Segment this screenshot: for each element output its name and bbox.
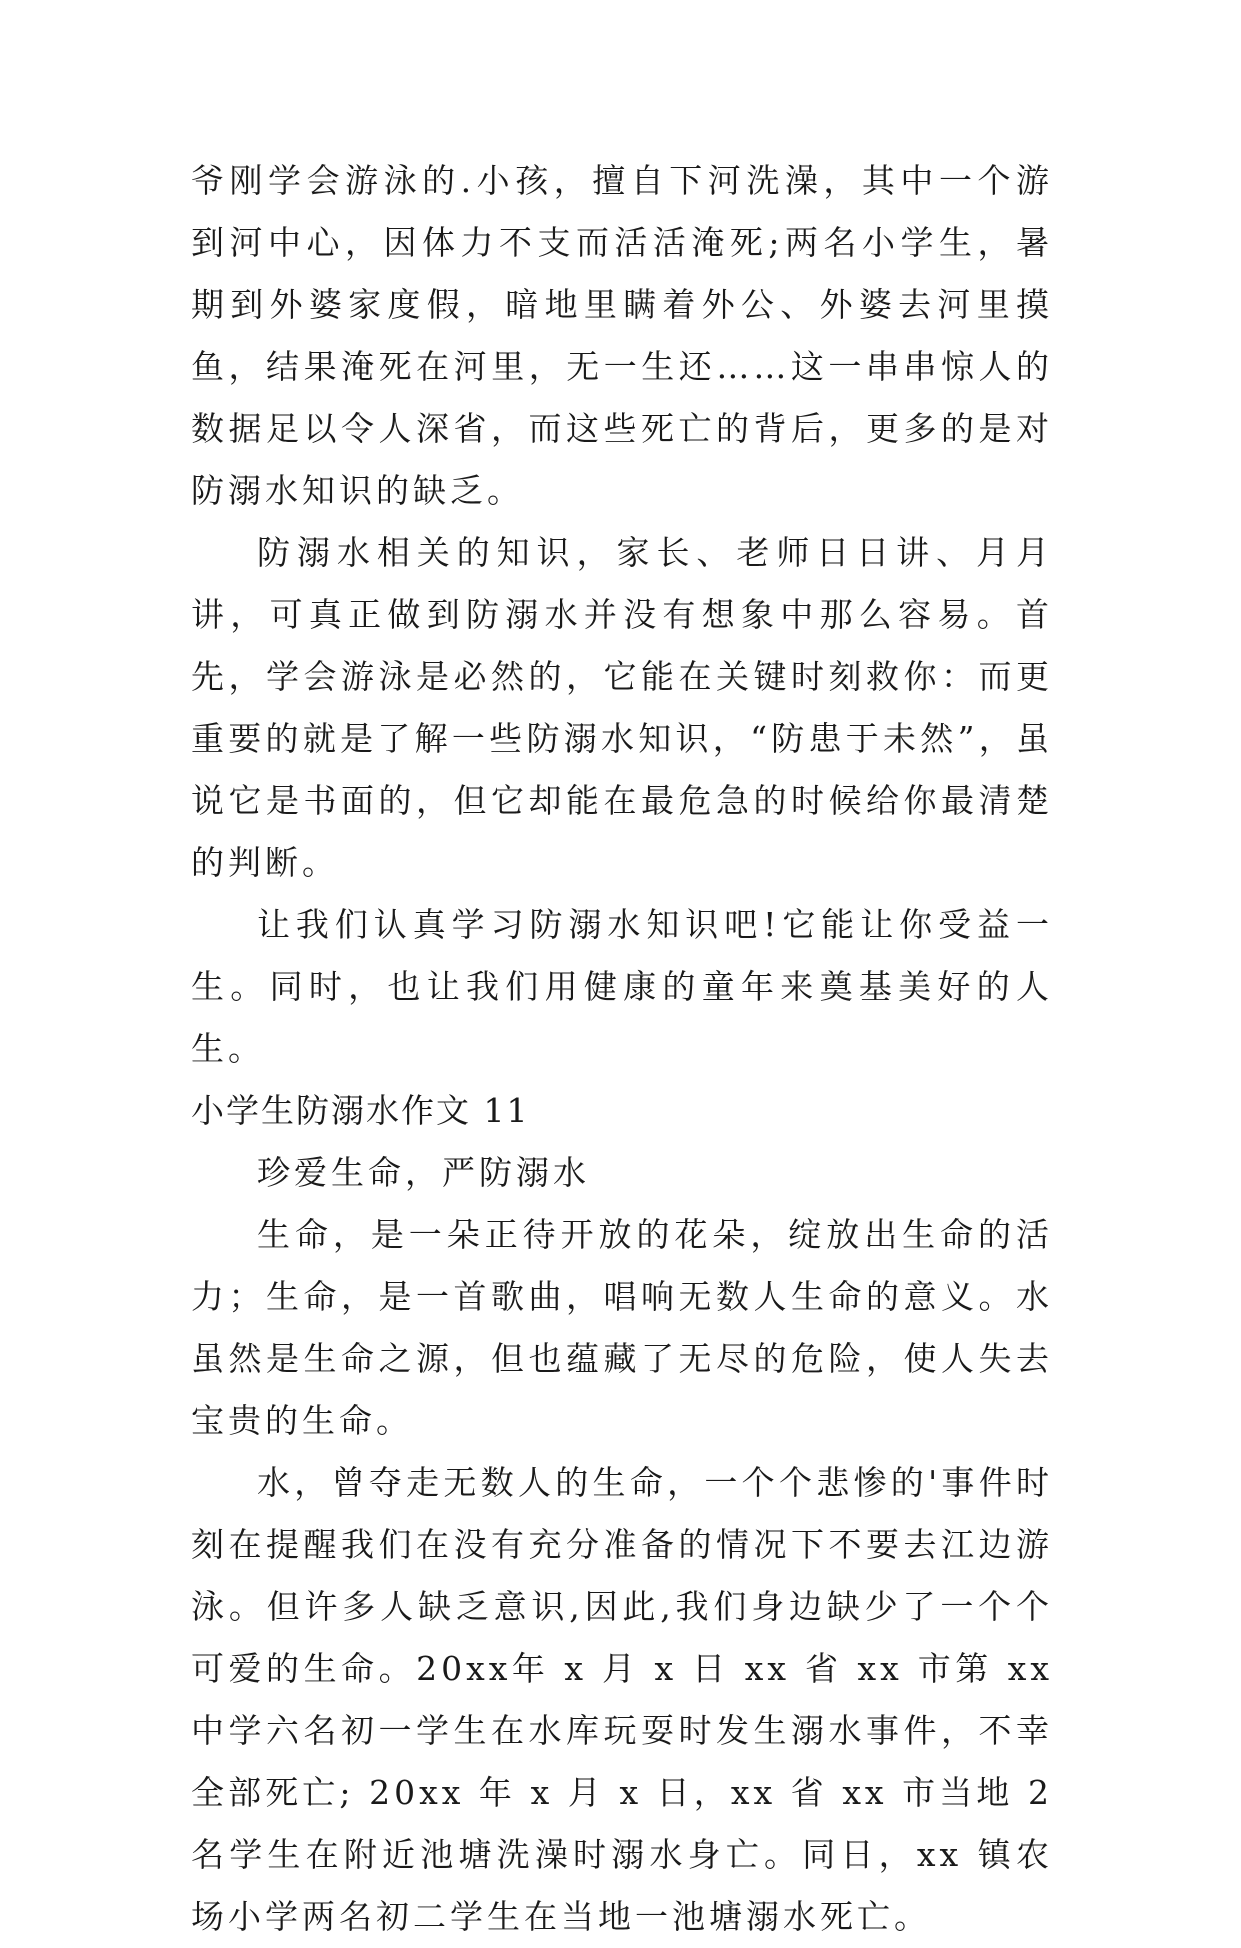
paragraph-continuation: 爷刚学会游泳的.小孩，擅自下河洗澡，其中一个游到河中心，因体力不支而活活淹死;两名小学生，暑期到外婆家度假，暗地里瞒着外公、外婆去河里摸鱼，结果淹死在河里，无一生还……这一串串惊人的数据足以令人深省，而这些死亡的背后，更多的是对防溺水知识的缺乏。 xyxy=(191,161,1053,510)
essay-paragraph-water: 水，曾夺走无数人的生命，一个个悲惨的'事件时刻在提醒我们在没有充分准备的情况下不要去江边游泳。但许多人缺乏意识,因此,我们身边缺少了一个个可爱的生命。20xx年 x 月 x 日 xx 省 xx 市第 xx 中学六名初一学生在水库玩耍时发生溺水事件，不幸全部死亡; 20xx 年 x 月 x 日，xx 省 xx 市当地 2 名学生在附近池塘洗澡时溺水身亡。同日，xx 镇农场小学两名初二学生在当地一池塘溺水死亡。 xyxy=(191,1463,1053,1936)
paragraph-conclusion: 让我们认真学习防溺水知识吧!它能让你受益一生。同时，也让我们用健康的童年来奠基美好的人生。 xyxy=(191,905,1053,1068)
essay-paragraph-life: 生命，是一朵正待开放的花朵，绽放出生命的活力；生命，是一首歌曲，唱响无数人生命的意义。水虽然是生命之源，但也蕴藏了无尽的危险，使人失去宝贵的生命。 xyxy=(191,1215,1053,1440)
essay-title: 珍爱生命，严防溺水 xyxy=(257,1153,590,1192)
section-title: 小学生防溺水作文 11 xyxy=(191,1091,530,1130)
document-body xyxy=(191,150,1053,1948)
paragraph-knowledge: 防溺水相关的知识，家长、老师日日讲、月月讲，可真正做到防溺水并没有想象中那么容易。首先，学会游泳是必然的，它能在关键时刻救你：而更重要的就是了解一些防溺水知识，“防患于未然”，虽说它是书面的，但它却能在最危急的时候给你最清楚的判断。 xyxy=(191,533,1053,882)
